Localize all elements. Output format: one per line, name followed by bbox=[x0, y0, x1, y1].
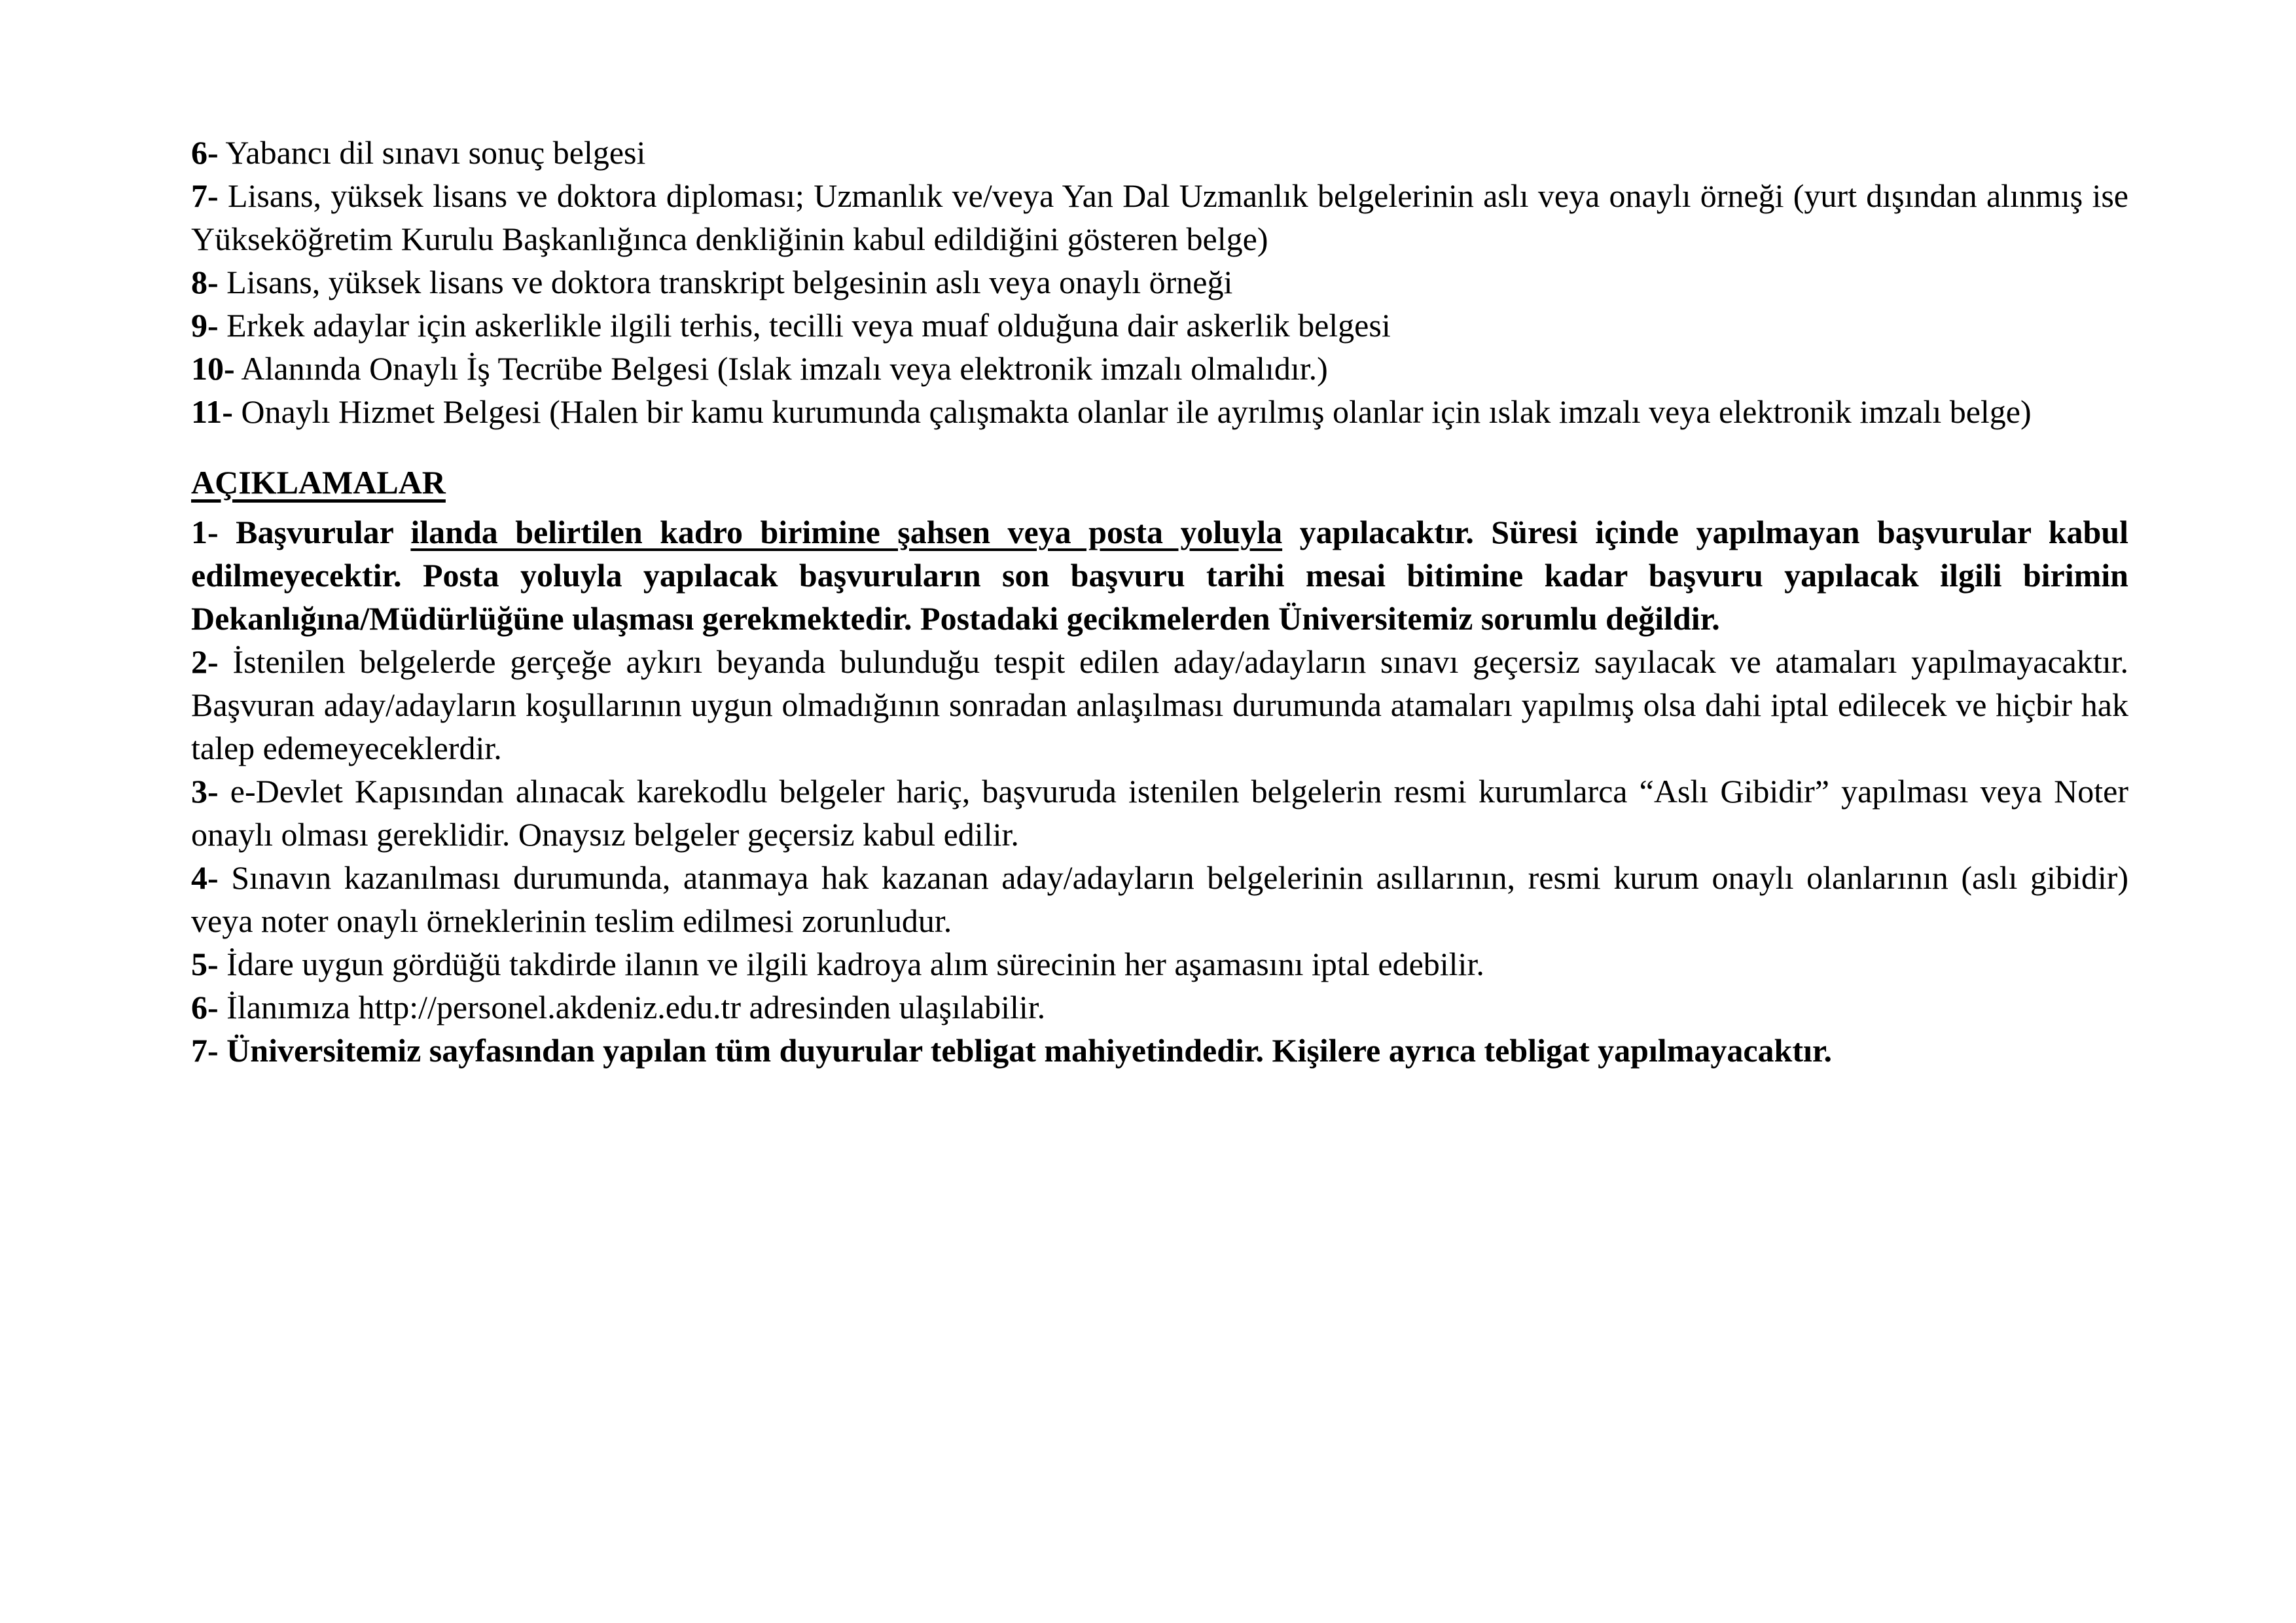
item-text: Başvurular bbox=[236, 514, 411, 550]
item-text: Sınavın kazanılması durumunda, atanmaya hak kazanan aday/adayların belgelerinin asıllarının, resmi kurum onaylı olanlarının (aslı gibidir) veya noter onaylı örneklerinin teslim edilmesi zorunludur. bbox=[191, 859, 2129, 939]
item-text: Lisans, yüksek lisans ve doktora diploması; Uzmanlık ve/veya Yan Dal Uzmanlık belgelerinin aslı veya onaylı örneği (yurt dışından alınmış ise Yükseköğretim Kurulu Başkanlığınca denkliğinin kabul edildiğini gösteren belge) bbox=[191, 177, 2129, 257]
item-number: 10- bbox=[191, 350, 235, 387]
list-item bbox=[191, 260, 2128, 304]
list-item bbox=[191, 942, 2128, 986]
item-text: Alanında Onaylı İş Tecrübe Belgesi (Islak imzalı veya elektronik imzalı olmalıdır.) bbox=[241, 350, 1328, 387]
item-text: yapılacaktır. Süresi içinde yapılmayan başvurular kabul edilmeyecektir. Posta yoluyla yapılacak başvuruların son başvuru tarihi mesai bitimine kadar başvuru yapılacak ilgili birimin Dekanlığına/Müdürlüğüne ulaşması gerekmektedir. Postadaki gecikmelerden Üniversitemiz sorumlu değildir. bbox=[191, 514, 2129, 637]
list-item bbox=[191, 347, 2128, 390]
item-text: Onaylı Hizmet Belgesi (Halen bir kamu kurumunda çalışmakta olanlar ile ayrılmış olanlar için ıslak imzalı veya elektronik imzalı belge) bbox=[241, 393, 2032, 430]
item-text: Yabancı dil sınavı sonuç belgesi bbox=[225, 134, 646, 171]
item-number: 9- bbox=[191, 307, 219, 344]
item-number: 1- bbox=[191, 514, 219, 550]
item-number: 5- bbox=[191, 946, 219, 982]
list-item bbox=[191, 986, 2128, 1029]
list-item bbox=[191, 304, 2128, 347]
item-number: 6- bbox=[191, 134, 219, 171]
item-text: İstenilen belgelerde gerçeğe aykırı beyanda bulunduğu tespit edilen aday/adayların sınavı geçersiz sayılacak ve atamaları yapılmayacaktır. Başvuran aday/adayların koşullarının uygun olmadığının sonradan anlaşılması durumunda atamaları yapılmış olsa dahi iptal edilecek ve hiçbir hak talep edemeyeceklerdir. bbox=[191, 643, 2128, 766]
item-number: 11- bbox=[191, 393, 233, 430]
url-text: http://personel.akdeniz.edu.tr bbox=[358, 989, 741, 1026]
list-item bbox=[191, 174, 2128, 260]
item-text: ilanda belirtilen kadro birimine şahsen veya posta yoluyla bbox=[410, 514, 1283, 550]
explanations-list bbox=[191, 510, 2128, 1072]
required-documents-list bbox=[191, 131, 2128, 433]
item-number: 6- bbox=[191, 989, 219, 1026]
list-item bbox=[191, 856, 2128, 942]
item-number: 7- bbox=[191, 1032, 219, 1069]
list-item bbox=[191, 510, 2128, 640]
item-number: 8- bbox=[191, 264, 219, 300]
list-item bbox=[191, 131, 2128, 174]
item-text: İdare uygun gördüğü takdirde ilanın ve ilgili kadroya alım sürecinin her aşamasını iptal edebilir. bbox=[226, 946, 1484, 982]
item-text: İlanımıza bbox=[226, 989, 359, 1026]
item-number: 3- bbox=[191, 773, 219, 810]
list-item bbox=[191, 390, 2128, 433]
item-number: 2- bbox=[191, 643, 219, 680]
list-item bbox=[191, 770, 2128, 856]
item-text: adresinden ulaşılabilir. bbox=[741, 989, 1046, 1026]
item-number: 7- bbox=[191, 177, 219, 214]
document-content bbox=[191, 131, 2128, 1072]
item-number: 4- bbox=[191, 859, 219, 896]
item-text: e-Devlet Kapısından alınacak karekodlu belgeler hariç, başvuruda istenilen belgelerin resmi kurumlarca “Aslı Gibidir” yapılması veya Noter onaylı olması gereklidir. Onaysız belgeler geçersiz kabul edilir. bbox=[191, 773, 2129, 853]
list-item bbox=[191, 1029, 2128, 1072]
section-heading: AÇIKLAMALAR bbox=[191, 464, 446, 501]
list-item bbox=[191, 640, 2128, 770]
item-text: Üniversitemiz sayfasından yapılan tüm duyurular tebligat mahiyetindedir. Kişilere ayrıca tebligat yapılmayacaktır. bbox=[226, 1032, 1832, 1069]
item-text: Lisans, yüksek lisans ve doktora transkript belgesinin aslı veya onaylı örneği bbox=[226, 264, 1233, 300]
item-text: Erkek adaylar için askerlikle ilgili terhis, tecilli veya muaf olduğuna dair askerlik belgesi bbox=[226, 307, 1391, 344]
